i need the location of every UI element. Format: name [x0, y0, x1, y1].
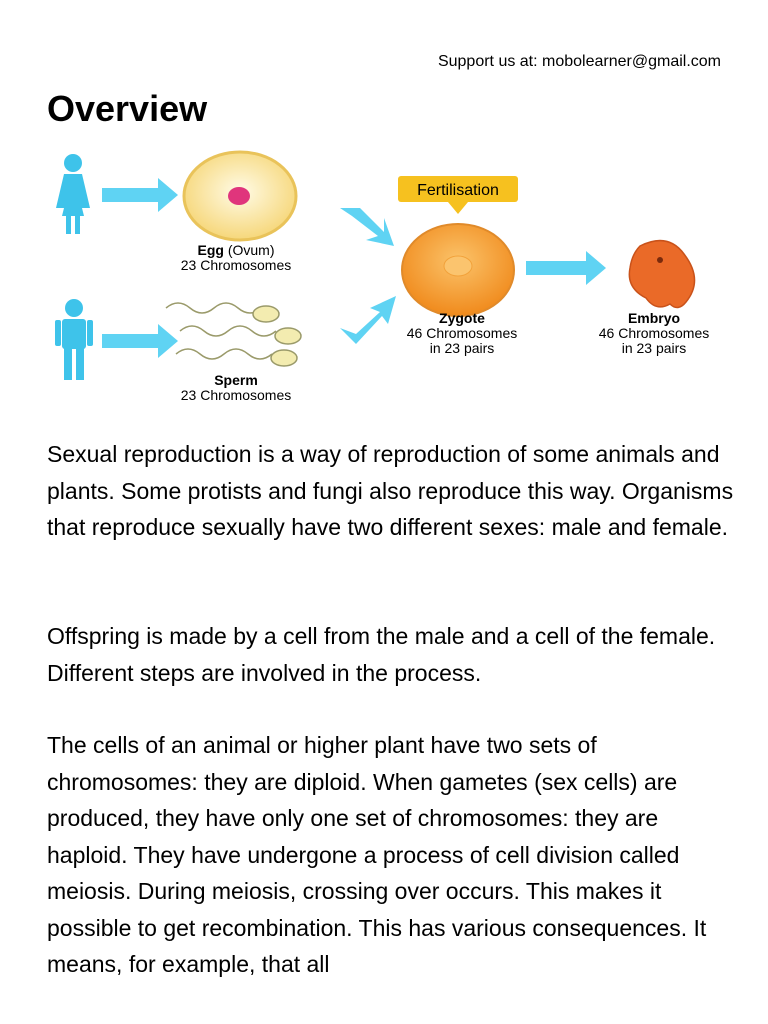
sperm-cells	[166, 303, 301, 366]
fertilisation-diagram	[40, 148, 740, 418]
embryo-pairs: in 23 pairs	[621, 340, 687, 356]
page-title: Overview	[47, 88, 208, 129]
paragraph-1: Sexual reproduction is a way of reproduction of some animals and plants. Some protists and fungi also reproduce this way. Organisms that reproduce sexually have two different sexes: male and female.	[47, 441, 734, 540]
paragraph-3: The cells of an animal or higher plant have two sets of chromosomes: they are diploid. When gametes (sex cells) are produced, they have only one set of chromosomes: they are haploid. They have undergone a process of cell division called meiosis. During meiosis, crossing over occurs. This makes it possible to get recombination. This has various consequences. It means, for example, that all	[47, 732, 707, 977]
arrow-female-egg-icon	[102, 178, 178, 212]
arrow-sperm-zygote-icon	[340, 296, 396, 344]
fertilisation-text: Fertilisation	[417, 182, 499, 199]
paragraph-2: Offspring is made by a cell from the male and a cell of the female. Different steps are involved in the process.	[47, 623, 716, 686]
zygote-chromosomes: 46 Chromosomes	[406, 325, 518, 341]
zygote-label: Zygote	[439, 310, 485, 326]
female-icon	[56, 154, 90, 234]
fertilisation-label	[398, 176, 518, 214]
zygote-pairs: in 23 pairs	[429, 340, 495, 356]
arrow-egg-zygote-icon	[340, 208, 394, 246]
embryo-chromosomes: 46 Chromosomes	[598, 325, 710, 341]
support-text: Support us at: mobolearner@gmail.com	[437, 53, 721, 70]
embryo-icon	[629, 241, 694, 308]
embryo-label: Embryo	[627, 310, 681, 326]
male-icon	[55, 299, 93, 380]
arrow-zygote-embryo-icon	[526, 251, 606, 285]
zygote-cell	[402, 224, 514, 316]
sperm-label: Sperm	[214, 372, 258, 388]
sperm-chromosomes: 23 Chromosomes	[180, 387, 292, 403]
egg-label: Egg (Ovum)	[197, 242, 275, 258]
arrow-male-sperm-icon	[102, 324, 178, 358]
egg-chromosomes: 23 Chromosomes	[180, 257, 292, 273]
egg-cell	[184, 152, 296, 240]
